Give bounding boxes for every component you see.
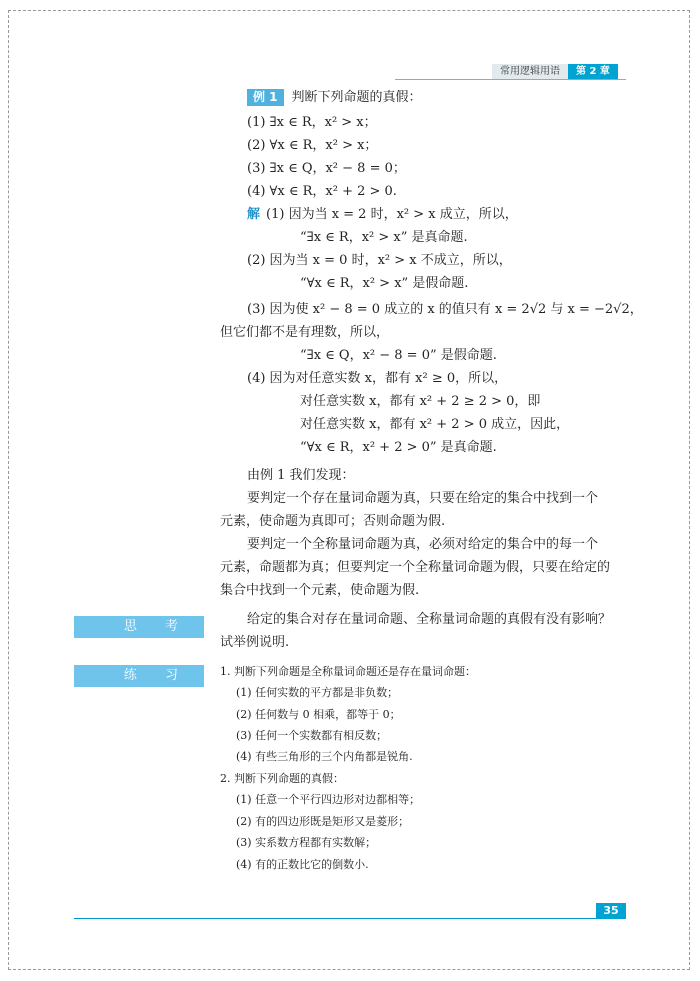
solution-label: 解: [247, 207, 261, 222]
example-item: (1) ∃x ∈ R，x² > x；: [247, 115, 377, 130]
example-title: 判断下列命题的真假：: [291, 90, 422, 105]
example-item: (2) ∀x ∈ R，x² > x；: [247, 138, 378, 153]
think-text: 试举例说明.: [220, 635, 290, 650]
page-number: 35: [596, 903, 626, 919]
solution-line: (4) 因为对任意实数 x，都有 x² ≥ 0，所以，: [247, 371, 508, 386]
practice-label: 练 习: [74, 665, 204, 687]
think-label: 思 考: [74, 616, 204, 638]
example-item: (4) ∀x ∈ R，x² + 2 > 0.: [247, 184, 397, 199]
solution-text: (1) 因为当 x = 2 时，x² > x 成立，所以，: [266, 207, 518, 222]
solution-line: [247, 206, 518, 224]
example-tag: 例 1: [247, 89, 284, 106]
solution-line: (2) 因为当 x = 0 时，x² > x 不成立，所以，: [247, 253, 512, 268]
solution-line: 对任意实数 x，都有 x² + 2 ≥ 2 > 0，即: [300, 394, 541, 409]
section-title: 常用逻辑用语: [492, 64, 568, 79]
footer-rule: [74, 918, 626, 919]
conclusion-line: 要判定一个存在量词命题为真，只要在给定的集合中找到一个: [247, 491, 599, 506]
solution-line: “∀x ∈ R，x² + 2 > 0” 是真命题.: [300, 440, 497, 455]
conclusion-line: 集合中找到一个元素，使命题为假.: [220, 583, 420, 598]
solution-line: “∃x ∈ Q，x² − 8 = 0” 是假命题.: [300, 348, 497, 363]
practice-item: (1) 任意一个平行四边形对边都相等；: [236, 793, 421, 806]
conclusion-line: 由例 1 我们发现：: [247, 468, 355, 483]
practice-item: (4) 有些三角形的三个内角都是锐角.: [236, 750, 413, 763]
think-text: 给定的集合对存在量词命题、全称量词命题的真假有没有影响？: [247, 612, 612, 627]
example-item: (3) ∃x ∈ Q，x² − 8 = 0；: [247, 161, 406, 176]
conclusion-line: 要判定一个全称量词命题为真，必须对给定的集合中的每一个: [247, 537, 599, 552]
practice-question: 2. 判断下列命题的真假：: [220, 772, 344, 785]
practice-item: (3) 任何一个实数都有相反数；: [236, 729, 388, 742]
solution-line: 对任意实数 x，都有 x² + 2 > 0 成立，因此，: [300, 417, 570, 432]
solution-line: “∃x ∈ R，x² > x” 是真命题.: [300, 230, 468, 245]
practice-item: (3) 实系数方程都有实数解；: [236, 836, 377, 849]
practice-item: (4) 有的正数比它的倒数小.: [236, 858, 369, 871]
conclusion-line: 元素，使命题为真即可；否则命题为假.: [220, 514, 446, 529]
practice-item: (2) 任何数与 0 相乘，都等于 0；: [236, 708, 401, 721]
practice-item: (1) 任何实数的平方都是非负数；: [236, 686, 399, 699]
practice-item: (2) 有的四边形既是矩形又是菱形；: [236, 815, 410, 828]
practice-question: 1. 判断下列命题是全称量词命题还是存在量词命题：: [220, 665, 476, 678]
example-heading: [247, 89, 422, 107]
conclusion-line: 元素，命题都为真；但要判定一个全称量词命题为假，只要在给定的: [220, 560, 611, 575]
solution-line: 但它们都不是有理数，所以，: [220, 325, 390, 340]
chapter-tag: 第 2 章: [568, 64, 618, 79]
solution-line: (3) 因为使 x² − 8 = 0 成立的 x 的值只有 x = 2√2 与 x = −2√2，: [247, 302, 643, 317]
solution-line: “∀x ∈ R，x² > x” 是假命题.: [300, 276, 469, 291]
